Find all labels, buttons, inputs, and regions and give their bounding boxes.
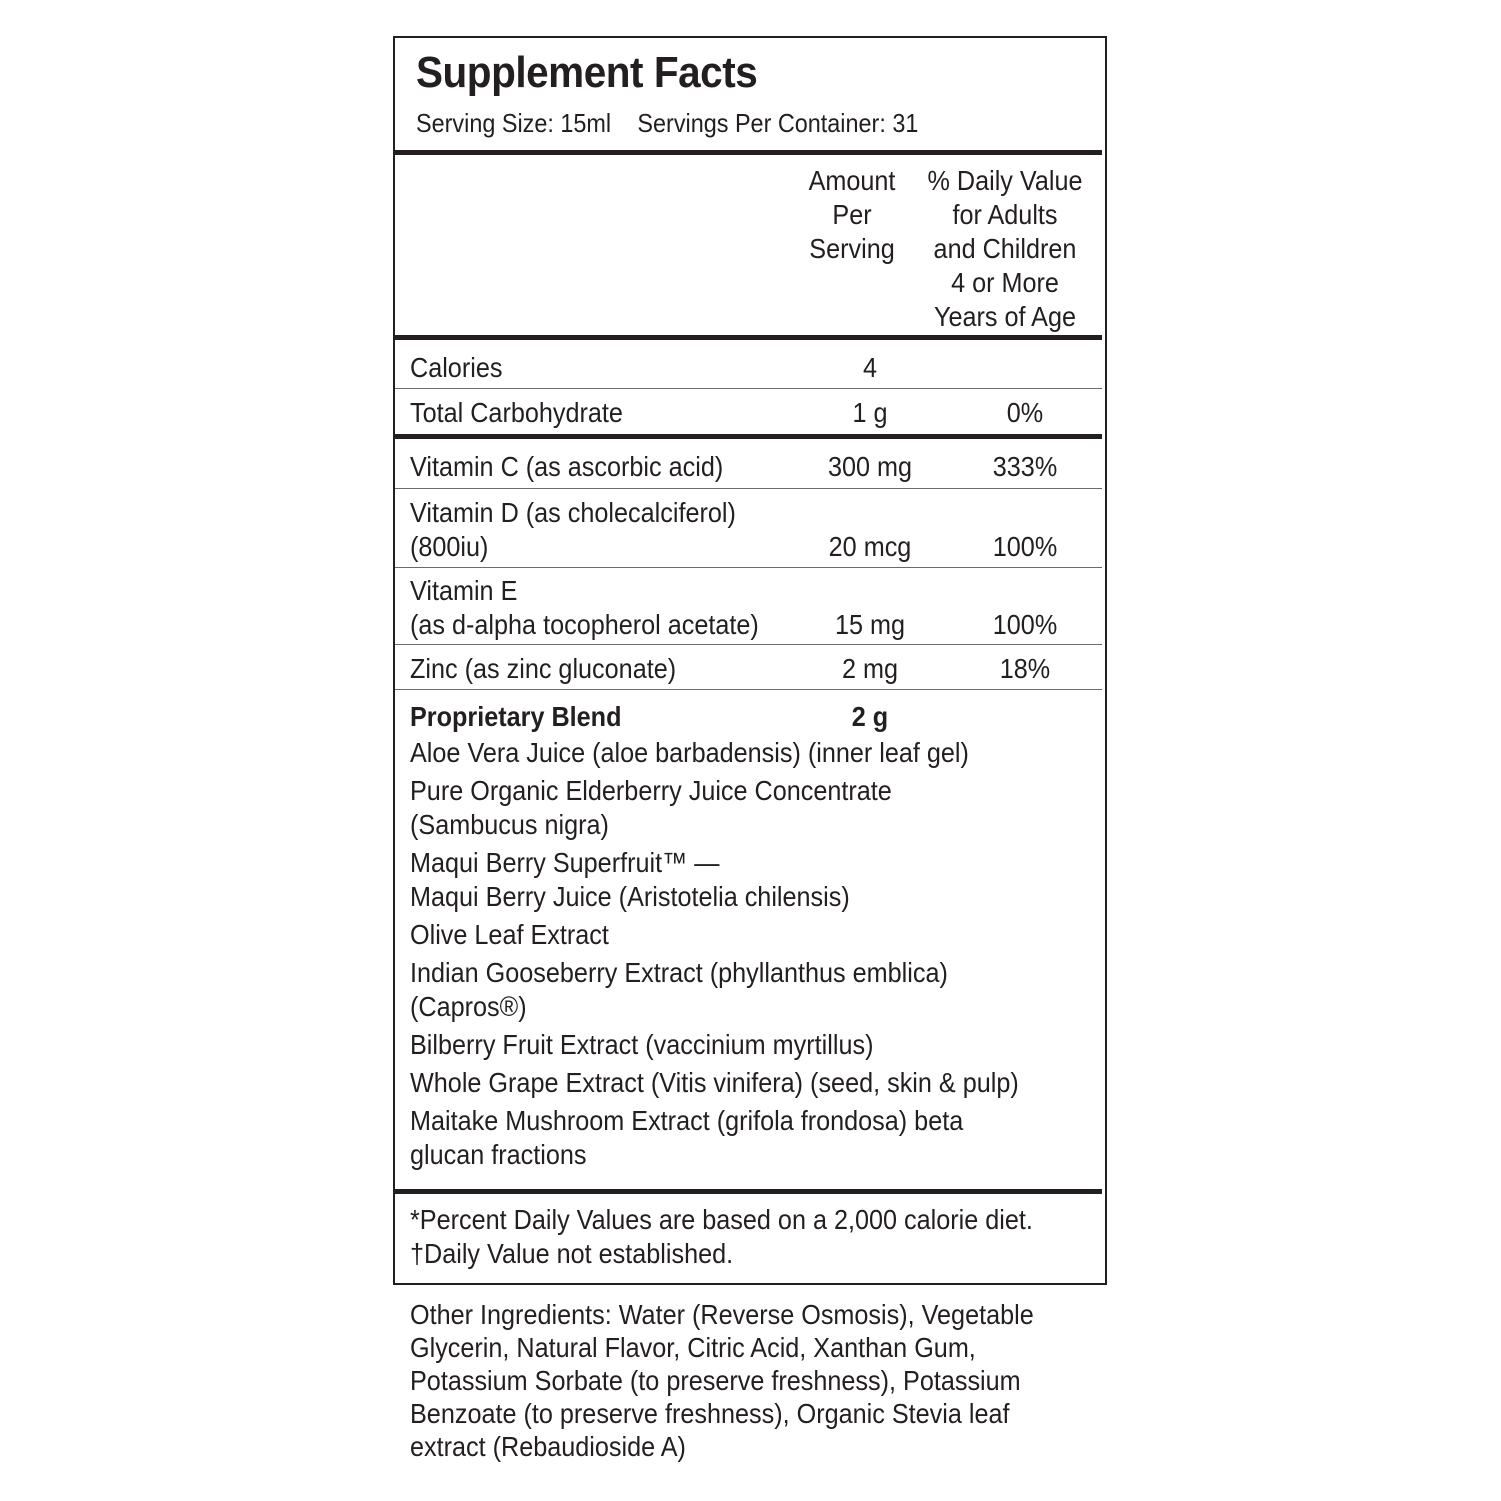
divider-thin [395,388,1102,389]
ingredient-line: (Capros®) [410,991,527,1022]
serving-info [416,108,938,139]
dv-header-line: and Children [933,233,1077,264]
ingredient-line: Maqui Berry Juice (Aristotelia chilensis) [410,881,850,912]
panel-title: Supplement Facts [416,48,758,97]
nutrient-name: Calories [410,352,503,383]
nutrient-name: Vitamin C (as ascorbic acid) [410,451,724,482]
divider-thin [395,567,1102,568]
servings-per-container: Servings Per Container: 31 [637,108,919,138]
nutrient-dv: 100% [992,609,1058,640]
nutrient-amount: 2 mg [841,653,899,684]
divider-thick [395,1189,1102,1194]
amount-header-line: Serving [809,233,895,264]
nutrient-dv: 0% [1006,397,1044,428]
amount-header-line: Amount [808,165,896,196]
blend-ingredient [410,1066,1031,1100]
serving-size: Serving Size: 15ml [416,108,612,138]
ingredient-line: Maitake Mushroom Extract (grifola frondosa) beta [410,1105,964,1136]
ingredient-line: Pure Organic Elderberry Juice Concentrate [410,775,892,806]
ingredient-line: Maqui Berry Superfruit™ — [410,847,720,878]
divider-thin [395,644,1102,645]
nutrient-name-line2: (as d-alpha tocopherol acetate) [410,609,759,640]
divider-thick [395,434,1102,439]
footnote-line: †Daily Value not established. [410,1238,734,1269]
divider-thick [395,335,1102,340]
dv-header-line: % Daily Value [927,165,1083,196]
amount-header-line: Per [832,199,872,230]
ingredient-line: Olive Leaf Extract [410,919,609,950]
dv-header-line: 4 or More [951,267,1059,298]
divider-thick [395,150,1102,155]
ingredient-line: Bilberry Fruit Extract (vaccinium myrtillus) [410,1029,874,1060]
blend-header [410,700,1100,734]
ingredient-line: glucan fractions [410,1139,587,1170]
divider-thin [395,689,1102,690]
other-ingredients [410,1298,1067,1463]
divider-thin [395,488,1102,489]
nutrient-name: Zinc (as zinc gluconate) [410,653,677,684]
nutrient-amount: 1 g [852,397,888,428]
blend-amount: 2 g [851,701,889,732]
blend-name: Proprietary Blend [410,701,622,732]
blend-ingredient [410,956,1031,1024]
blend-ingredient [410,918,1031,952]
ingredient-line: Aloe Vera Juice (aloe barbadensis) (inner leaf gel) [410,737,969,768]
nutrient-dv: 18% [999,653,1051,684]
dv-header-line: Years of Age [933,301,1076,332]
ingredient-line: Whole Grape Extract (Vitis vinifera) (seed, skin & pulp) [410,1067,1019,1098]
other-ingredients-line: extract (Rebaudioside A) [410,1431,686,1462]
nutrient-dv: 100% [992,531,1058,562]
dv-header-line: for Adults [952,199,1058,230]
blend-ingredient [410,774,1031,842]
nutrient-amount: 15 mg [834,609,906,640]
proprietary-blend [410,700,1100,1172]
ingredient-line: Indian Gooseberry Extract (phyllanthus emblica) [410,957,948,988]
supplement-facts-panel [393,36,1107,1285]
nutrient-dv: 333% [992,451,1058,482]
nutrient-name-line2: (800iu) [410,531,489,562]
blend-ingredient [410,1028,1031,1062]
other-ingredients-line: Potassium Sorbate (to preserve freshness), Potassium [410,1365,1021,1396]
other-ingredients-line: Benzoate (to preserve freshness), Organic Stevia leaf [410,1398,1010,1429]
blend-ingredient [410,1104,1031,1172]
footnote-line: *Percent Daily Values are based on a 2,000 calorie diet. [410,1204,1033,1235]
daily-value-header [924,164,1086,334]
amount-header [794,164,911,266]
nutrient-amount: 300 mg [827,451,913,482]
nutrient-amount: 20 mcg [828,531,912,562]
other-ingredients-line: Other Ingredients: Water (Reverse Osmosis), Vegetable [410,1299,1034,1330]
nutrient-name: Vitamin E [410,575,518,606]
blend-ingredient [410,736,1031,770]
other-ingredients-line: Glycerin, Natural Flavor, Citric Acid, Xanthan Gum, [410,1332,976,1363]
footnotes [410,1203,1058,1271]
nutrient-name: Vitamin D (as cholecalciferol) [410,497,736,528]
blend-ingredient [410,846,1031,914]
nutrient-amount: 4 [862,352,878,383]
nutrient-name: Total Carbohydrate [410,397,623,428]
ingredient-line: (Sambucus nigra) [410,809,609,840]
